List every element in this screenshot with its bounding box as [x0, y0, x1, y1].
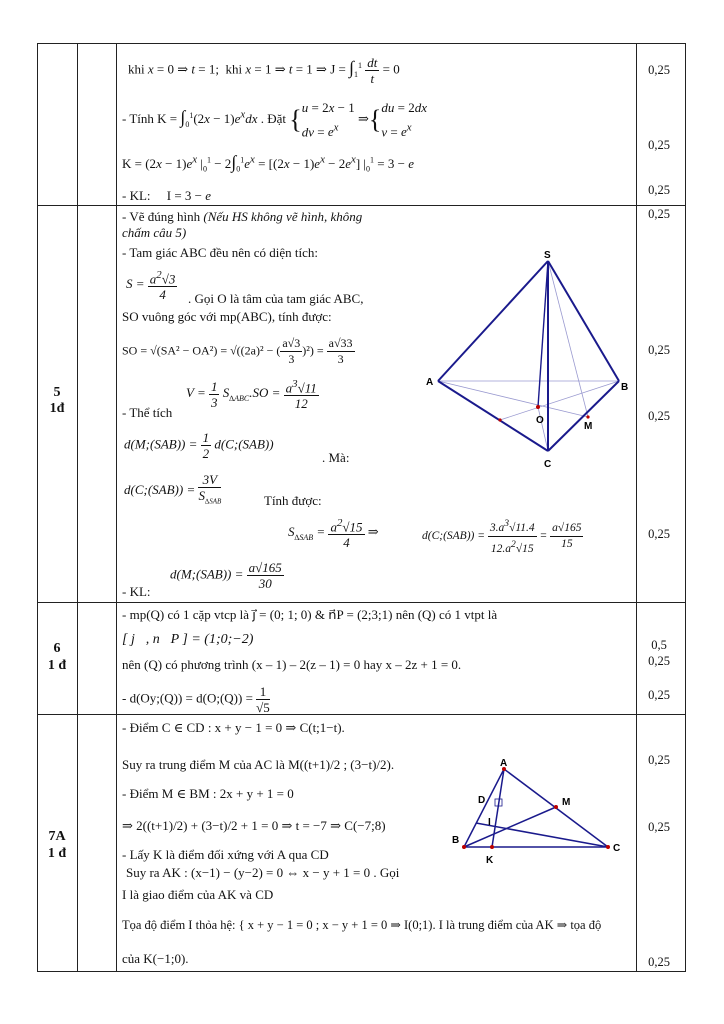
question-points: 1đ: [49, 401, 65, 416]
triangle-figure: [448, 755, 628, 870]
row2-line-3: . Gọi O là tâm của tam giác ABC,: [188, 291, 364, 306]
row2-distance-2: d(C;(SAB)) = $\frac{3V}{S_{\Delta SAB}}$: [124, 472, 222, 506]
row3-line-1: - mp(Q) có 1 cặp vtcp là j⃗ = (0; 1; 0) & n⃗P = (2;3;1) nên (Q) có 1 vtpt là: [122, 607, 498, 622]
table-bottom-border: [37, 971, 685, 972]
vertex-label-b: B: [452, 835, 460, 846]
height-so: [538, 261, 548, 407]
edge-bc: [548, 381, 619, 451]
table-top-border: [37, 43, 685, 44]
median-am: [438, 381, 588, 417]
row2-kl: - KL:: [122, 584, 151, 599]
vertex-label-c: C: [613, 843, 621, 854]
vertex-label-m: M: [562, 797, 571, 808]
row2-ma: . Mà:: [322, 450, 350, 465]
col-divider: [77, 43, 78, 972]
vertex-label-b: B: [621, 382, 629, 393]
row1-line-1: khi x = 0 ⇒ t = 1; khi x = 1 ⇒ t = 1 ⇒ $J = \int_1^1$ $\frac{dt}{t}$ = 0: [128, 55, 400, 86]
question-number: 6: [53, 641, 61, 656]
row3-line-3: nên (Q) có phương trình (x – 1) – 2(z – 1) = 0 hay x – 2z + 1 = 0.: [122, 657, 462, 672]
row2-line-1: - Vẽ đúng hình (Nếu HS không vẽ hình, không: [122, 209, 363, 224]
row2-distance-result: d(M;(SAB)) = $\frac{a√165}{30}$: [170, 560, 282, 591]
row2-line-1b: chấm câu 5): [122, 225, 187, 240]
row4-line-6: Suy ra AK : (x−1) − (y−2) = 0 ⇔ x − y + 1 = 0 . Gọi: [126, 865, 400, 880]
score: 0,25: [648, 753, 670, 767]
row-divider: [37, 602, 685, 603]
row2-volume-formula: V = $\frac{1}{3}$ $S_{\Delta ABC}.SO$ = $\frac{a^3√11}{12}$: [186, 378, 317, 412]
vertex-label-a: A: [500, 758, 508, 769]
row4-line-2: Suy ra trung điểm M của AC là M((t+1)/2 ; (3−t)/2).: [122, 757, 395, 772]
row2-volume-label: - Thể tích: [122, 405, 173, 420]
edge-sa: [438, 261, 548, 381]
point-k: [490, 845, 494, 849]
row4-line-7: I là giao điểm của AK và CD: [122, 887, 274, 902]
vertex-label-o: O: [536, 415, 544, 426]
score: 0,25: [648, 138, 670, 152]
row2-line-4: SO vuông góc với mp(ABC), tính được:: [122, 309, 332, 324]
row2-tinh-duoc: Tính được:: [264, 493, 322, 508]
question-number: 5: [53, 385, 61, 400]
score: 0,25: [648, 183, 670, 197]
row4-line-9: của K(−1;0).: [122, 951, 189, 966]
vertex-label-s: S: [544, 250, 551, 261]
score: 0,25: [648, 527, 670, 541]
row2-so-formula: SO = √(SA² − OA²) = √((2a)² − ( $\frac{a√3}{3}$ )²) = $\frac{a√33}{3}$: [122, 336, 353, 366]
point-c: [606, 845, 610, 849]
row3-line-4: - d(Oy;(Q)) = d(O;(Q)) = $\frac{1}{√5}$: [122, 684, 270, 715]
pyramid-figure: [418, 245, 638, 475]
edge-ac: [438, 381, 548, 451]
row-divider: [37, 205, 685, 206]
vertex-label-m: M: [584, 421, 593, 432]
question-number: 7A: [48, 829, 66, 844]
score: 0,25: [648, 820, 670, 834]
row2-distance-1: d(M;(SAB)) = $\frac{1}{2}$ d(C;(SAB)): [124, 430, 274, 461]
point-mid-ac: [498, 418, 501, 421]
col-divider: [116, 43, 117, 972]
median-bm: [464, 807, 556, 847]
score: 0,25: [648, 63, 670, 77]
median-c: [538, 407, 548, 451]
score: 0,25: [648, 654, 670, 668]
point-b: [462, 845, 466, 849]
row2-line-2: - Tam giác ABC đều nên có diện tích:: [122, 245, 318, 260]
col-divider: [685, 43, 686, 972]
score: 0,25: [648, 955, 670, 969]
point-m: [554, 805, 558, 809]
score: 0,5: [651, 638, 667, 652]
point-o: [536, 405, 540, 409]
row3-line-2: [ j⃗, n⃗P ] = (1;0;−2): [122, 632, 254, 647]
row2-area-formula: S = $\frac{a^2√3}{4}$: [126, 269, 176, 303]
row1-line-4: - KL: I = 3 − e: [122, 188, 212, 203]
question-points: 1 đ: [47, 658, 67, 673]
question-points: 1 đ: [47, 846, 67, 861]
vertex-label-a: A: [426, 377, 434, 388]
score: 0,25: [648, 688, 670, 702]
row1-line-3: $K = (2x - 1)e^x$ $|_0^1 - 2\int_0^1e^x = [(2x - 1)e^x - 2e^x] |_0^1 = 3 - e$: [122, 152, 414, 174]
row2-distance-value: d(C;(SAB)) = $\frac{3.a^3√11.4}{12.a^2√15}$ = $\frac{a√165}{15}$: [422, 518, 582, 555]
vertex-label-d: D: [478, 795, 486, 806]
vertex-label-c: C: [544, 459, 552, 470]
segment-sm: [548, 261, 588, 417]
score: 0,25: [648, 207, 670, 221]
row2-area-sab: $S_{\Delta SAB}$ = $\frac{a^2√15}{4}$ ⇒: [288, 517, 379, 551]
vertex-label-i: I: [488, 817, 491, 828]
row4-line-3: - Điểm M ∈ BM : 2x + y + 1 = 0: [122, 786, 294, 801]
row1-line-2: - Tính $K = \int_0^1(2x - 1)e^xdx$ . Đặt {u = 2x − 1 dv = $e^x$ ⇒{du = 2dx $v = e^x$: [122, 100, 427, 140]
row4-line-1: - Điểm C ∈ CD : x + y − 1 = 0 ⇒ C(t;1−t).: [122, 720, 345, 735]
score: 0,25: [648, 343, 670, 357]
point-m: [586, 415, 589, 418]
edge-sb: [548, 261, 619, 381]
vertex-label-k: K: [486, 855, 494, 866]
score: 0,25: [648, 409, 670, 423]
row4-line-5: - Lấy K là điểm đối xứng với A qua CD: [122, 847, 329, 862]
row4-line-8: Tọa độ điểm I thỏa hệ: { x + y − 1 = 0 ; x − y + 1 = 0 ⇒ I(0;1). I là trung điểm của AK ⇒ tọa độ: [122, 918, 602, 932]
row4-line-4: ⇒ 2((t+1)/2) + (3−t)/2 + 1 = 0 ⇒ t = −7 ⇒ C(−7;8): [122, 818, 386, 833]
